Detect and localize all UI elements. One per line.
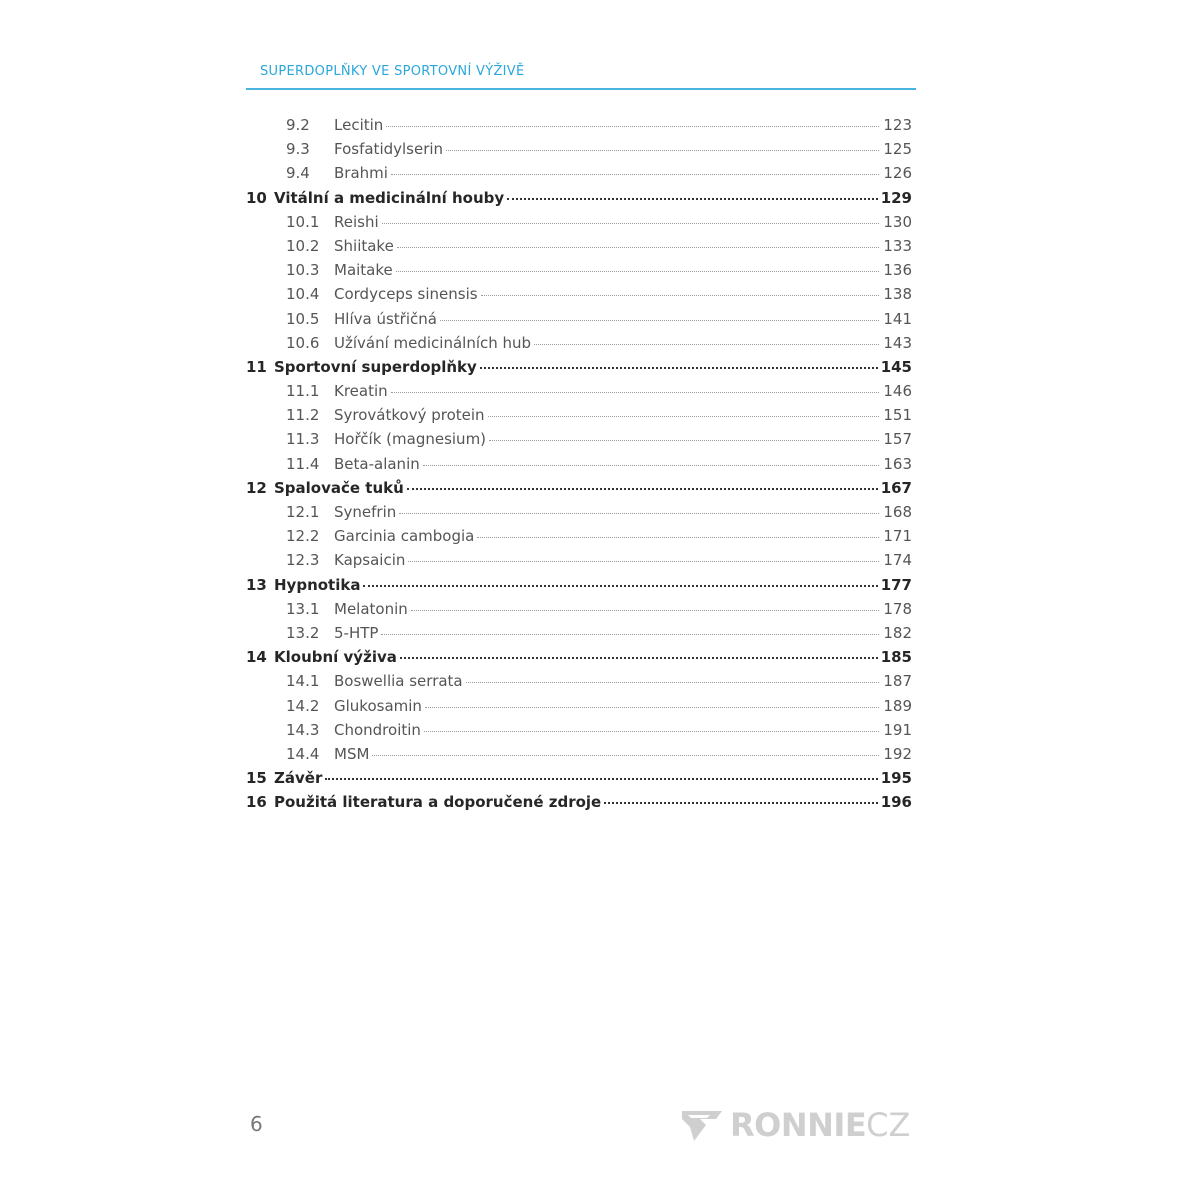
toc-dot-leader — [423, 465, 879, 466]
toc-entry-title: Kreatin — [334, 382, 388, 401]
toc-entry-title: Hlíva ústřičná — [334, 309, 437, 328]
toc-dot-leader — [372, 755, 879, 756]
toc-entry-page: 129 — [880, 188, 912, 207]
toc-entry-title: Brahmi — [334, 164, 388, 183]
toc-dot-leader — [534, 344, 879, 345]
toc-dot-leader — [481, 295, 879, 296]
toc-subentry — [246, 697, 912, 721]
running-head: SUPERDOPLŇKY VE SPORTOVNÍ VÝŽIVĚ — [260, 64, 525, 79]
toc-entry-title: Shiitake — [334, 236, 394, 255]
toc-dot-leader — [446, 150, 879, 151]
toc-entry-title: Synefrin — [334, 503, 397, 521]
toc-entry-page: 178 — [883, 599, 912, 618]
logo-wordmark: RONNIE — [730, 1106, 867, 1144]
toc-entry-title: Melatonin — [334, 599, 408, 618]
toc-dot-leader — [386, 126, 879, 127]
toc-subentry — [246, 382, 912, 406]
logo-suffix: CZ — [866, 1106, 911, 1144]
toc-dot-leader — [411, 610, 879, 611]
toc-dot-leader — [408, 561, 879, 562]
toc-subentry — [246, 334, 912, 358]
toc-subentry — [246, 310, 912, 334]
toc-entry-page: 143 — [883, 333, 912, 352]
toc-entry-page: 138 — [883, 285, 912, 304]
toc-dot-leader — [407, 488, 878, 490]
toc-entry-number: 10 — [246, 188, 267, 207]
toc-entry-number: 10.6 — [286, 333, 320, 352]
toc-chapter-entry — [246, 648, 912, 672]
toc-entry-title: Použitá literatura a doporučené zdroje — [274, 793, 602, 812]
toc-entry-title: Lecitin — [334, 116, 384, 134]
toc-entry-number: 10.1 — [286, 212, 320, 231]
toc-entry-number: 11 — [246, 357, 267, 376]
toc-entry-title: Hořčík (magnesium) — [334, 430, 487, 449]
toc-entry-number: 12.3 — [286, 551, 320, 570]
toc-entry-page: 192 — [883, 744, 912, 763]
toc-subentry — [246, 551, 912, 575]
toc-entry-title: Užívání medicinálních hub — [334, 333, 532, 352]
toc-subentry — [246, 600, 912, 624]
toc-entry-number: 14.3 — [286, 720, 320, 739]
toc-entry-page: 141 — [883, 309, 912, 328]
toc-chapter-entry — [246, 576, 912, 600]
toc-dot-leader — [399, 513, 879, 514]
toc-entry-number: 11.3 — [286, 430, 320, 449]
toc-entry-title: Cordyceps sinensis — [334, 285, 478, 304]
toc-entry-number: 10.5 — [286, 309, 320, 328]
toc-entry-number: 14.1 — [286, 672, 320, 691]
toc-entry-title: Syrovátkový protein — [334, 406, 485, 425]
toc-entry-page: 157 — [883, 430, 912, 449]
toc-subentry — [246, 261, 912, 285]
toc-dot-leader — [489, 440, 879, 441]
toc-entry-number: 13.1 — [286, 599, 320, 618]
toc-subentry — [246, 237, 912, 261]
toc-dot-leader — [440, 320, 879, 321]
toc-entry-number: 14 — [246, 648, 267, 667]
toc-entry-page: 191 — [883, 720, 912, 739]
toc-dot-leader — [363, 585, 877, 587]
toc-dot-leader — [397, 247, 879, 248]
toc-entry-page: 187 — [883, 672, 912, 691]
toc-entry-page: 151 — [883, 406, 912, 425]
toc-subentry — [246, 430, 912, 454]
toc-dot-leader — [425, 707, 879, 708]
toc-dot-leader — [604, 802, 877, 804]
toc-entry-number: 11.2 — [286, 406, 320, 425]
table-of-contents — [246, 116, 912, 817]
toc-dot-leader — [396, 271, 879, 272]
ronnie-logo-icon — [680, 1107, 724, 1143]
toc-entry-page: 136 — [883, 261, 912, 280]
toc-entry-page: 195 — [880, 769, 912, 788]
toc-chapter-entry — [246, 793, 912, 817]
toc-subentry — [246, 285, 912, 309]
toc-subentry — [246, 721, 912, 745]
publisher-logo — [680, 1105, 920, 1145]
toc-entry-number: 16 — [246, 793, 267, 812]
toc-subentry — [246, 455, 912, 479]
toc-dot-leader — [391, 392, 879, 393]
toc-entry-number: 10.2 — [286, 236, 320, 255]
toc-subentry — [246, 164, 912, 188]
toc-entry-page: 189 — [883, 696, 912, 715]
toc-entry-page: 185 — [880, 648, 912, 667]
toc-dot-leader — [477, 537, 879, 538]
toc-subentry — [246, 672, 912, 696]
toc-entry-number: 13 — [246, 575, 267, 594]
toc-dot-leader — [391, 174, 879, 175]
toc-entry-number: 10.3 — [286, 261, 320, 280]
toc-entry-page: 196 — [880, 793, 912, 812]
toc-entry-page: 125 — [883, 140, 912, 159]
toc-entry-title: Chondroitin — [334, 720, 421, 739]
toc-entry-page: 126 — [883, 164, 912, 183]
toc-entry-title: Hypnotika — [274, 575, 361, 594]
toc-entry-number: 14.2 — [286, 696, 320, 715]
toc-entry-number: 9.4 — [286, 164, 310, 183]
toc-subentry — [246, 503, 912, 527]
header-rule — [246, 88, 916, 90]
toc-subentry — [246, 406, 912, 430]
toc-entry-page: 177 — [880, 575, 912, 594]
toc-entry-page: 167 — [880, 478, 912, 497]
toc-entry-title: Maitake — [334, 261, 393, 280]
toc-entry-number: 12 — [246, 478, 267, 497]
toc-chapter-entry — [246, 769, 912, 793]
toc-entry-page: 171 — [883, 527, 912, 546]
toc-entry-title: Kapsaicin — [334, 551, 406, 570]
toc-entry-number: 9.3 — [286, 140, 310, 159]
toc-entry-title: MSM — [334, 744, 370, 763]
toc-dot-leader — [325, 778, 877, 780]
toc-chapter-entry — [246, 189, 912, 213]
toc-entry-page: 163 — [883, 454, 912, 473]
toc-entry-title: Závěr — [274, 769, 323, 788]
toc-entry-title: Reishi — [334, 212, 379, 231]
toc-entry-page: 174 — [883, 551, 912, 570]
toc-dot-leader — [480, 367, 878, 369]
toc-entry-number: 12.1 — [286, 503, 320, 521]
toc-entry-title: Kloubní výživa — [274, 648, 397, 667]
toc-dot-leader — [507, 198, 878, 200]
toc-entry-title: Vitální a medicinální houby — [274, 188, 505, 207]
toc-entry-number: 10.4 — [286, 285, 320, 304]
toc-entry-title: Garcinia cambogia — [334, 527, 475, 546]
toc-entry-title: Beta-alanin — [334, 454, 420, 473]
page-number: 6 — [250, 1112, 263, 1136]
toc-chapter-entry — [246, 358, 912, 382]
toc-entry-page: 146 — [883, 382, 912, 401]
toc-dot-leader — [488, 416, 879, 417]
toc-entry-number: 12.2 — [286, 527, 320, 546]
toc-subentry — [246, 116, 912, 140]
toc-entry-number: 11.1 — [286, 382, 320, 401]
toc-dot-leader — [466, 682, 879, 683]
toc-dot-leader — [382, 223, 879, 224]
toc-entry-page: 145 — [880, 357, 912, 376]
toc-entry-number: 15 — [246, 769, 267, 788]
toc-entry-title: Boswellia serrata — [334, 672, 463, 691]
toc-subentry — [246, 745, 912, 769]
toc-entry-title: Sportovní superdoplňky — [274, 357, 477, 376]
toc-dot-leader — [381, 634, 879, 635]
toc-subentry — [246, 624, 912, 648]
toc-subentry — [246, 213, 912, 237]
toc-entry-page: 168 — [883, 503, 912, 521]
toc-dot-leader — [424, 731, 879, 732]
toc-entry-title: Fosfatidylserin — [334, 140, 444, 159]
toc-entry-number: 11.4 — [286, 454, 320, 473]
toc-entry-page: 133 — [883, 236, 912, 255]
toc-dot-leader — [400, 657, 878, 659]
toc-subentry — [246, 527, 912, 551]
toc-entry-number: 14.4 — [286, 744, 320, 763]
toc-entry-page: 130 — [883, 212, 912, 231]
toc-entry-title: Glukosamin — [334, 696, 422, 715]
toc-entry-title: 5-HTP — [334, 623, 379, 642]
toc-entry-number: 9.2 — [286, 116, 310, 134]
toc-entry-number: 13.2 — [286, 623, 320, 642]
toc-entry-title: Spalovače tuků — [274, 478, 404, 497]
toc-chapter-entry — [246, 479, 912, 503]
toc-entry-page: 182 — [883, 623, 912, 642]
toc-subentry — [246, 140, 912, 164]
toc-entry-page: 123 — [883, 116, 912, 134]
